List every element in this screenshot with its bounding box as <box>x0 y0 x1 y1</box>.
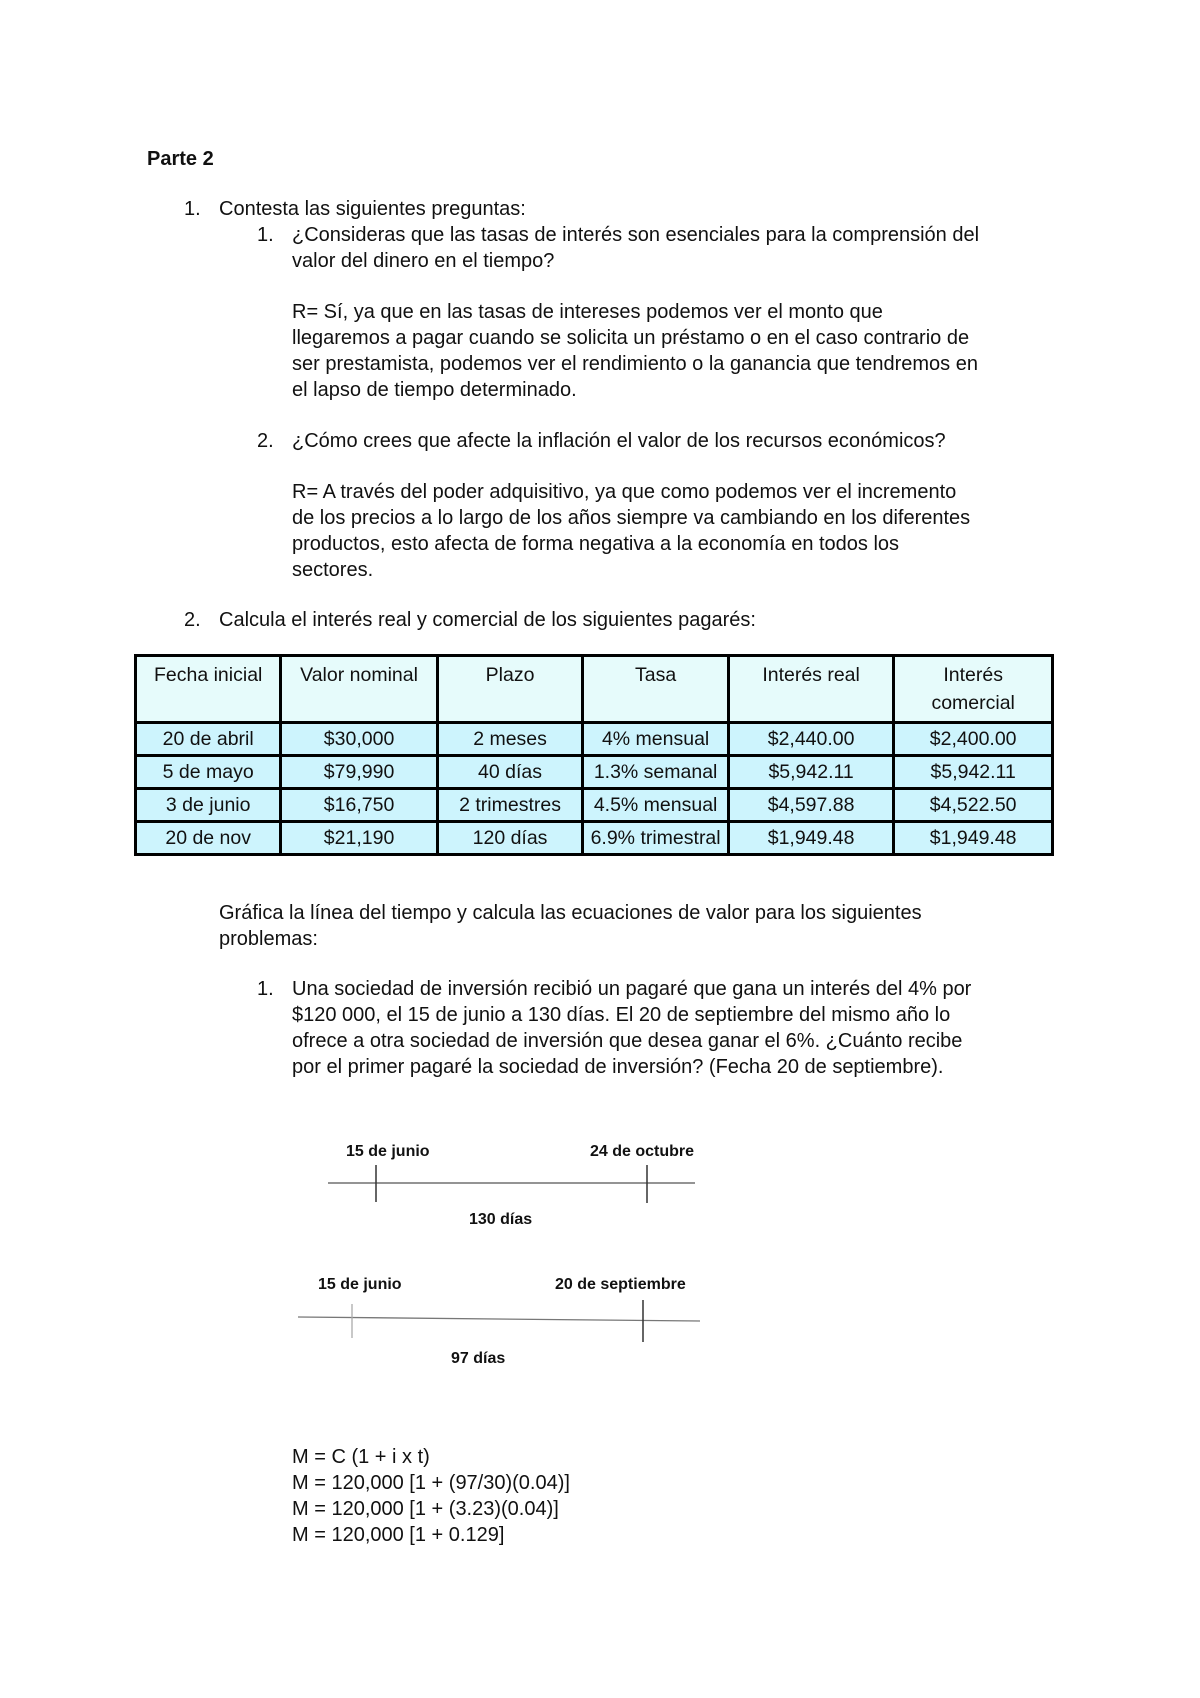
equation-line: M = C (1 + i x t) <box>292 1446 430 1468</box>
problem-line: por el primer pagaré la sociedad de inversión? (Fecha 20 de septiembre). <box>292 1056 944 1078</box>
table-cell: 120 días <box>437 822 583 855</box>
table-cell: 5 de mayo <box>136 756 281 789</box>
table-cell: 6.9% trimestral <box>583 822 729 855</box>
graph-intro-line: problemas: <box>219 928 318 950</box>
timeline-1-end-label: 24 de octubre <box>590 1143 695 1160</box>
table-cell: $5,942.11 <box>728 756 893 789</box>
answer-2-line: sectores. <box>292 559 374 581</box>
timeline-2-start-label: 15 de junio <box>318 1276 402 1293</box>
section2-title: Calcula el interés real y comercial de los siguientes pagarés: <box>219 609 756 631</box>
equation-line: M = 120,000 [1 + (3.23)(0.04)] <box>292 1498 559 1520</box>
table-cell: $2,440.00 <box>728 723 893 756</box>
table-cell: 20 de abril <box>136 723 281 756</box>
table-cell: $1,949.48 <box>728 822 893 855</box>
column-header: Tasa <box>583 656 729 723</box>
section1-title: Contesta las siguientes preguntas: <box>219 198 526 220</box>
column-header: Fecha inicial <box>136 656 281 723</box>
answer-1-line: ser prestamista, podemos ver el rendimiento o la ganancia que tendremos en <box>292 353 978 375</box>
graph-intro-line: Gráfica la línea del tiempo y calcula las ecuaciones de valor para los siguientes <box>219 902 922 924</box>
section-heading: Parte 2 <box>147 148 214 170</box>
timeline-1-start-label: 15 de junio <box>346 1143 430 1160</box>
problem-line: Una sociedad de inversión recibió un pagaré que gana un interés del 4% por <box>292 978 972 1000</box>
equation-line: M = 120,000 [1 + 0.129] <box>292 1524 505 1546</box>
table-cell: $4,522.50 <box>894 789 1053 822</box>
timeline-1-span-label: 130 días <box>469 1211 533 1228</box>
table-cell: $21,190 <box>281 822 437 855</box>
table-cell: 2 trimestres <box>437 789 583 822</box>
timeline-2-end-label: 20 de septiembre <box>555 1276 686 1293</box>
table-cell: 3 de junio <box>136 789 281 822</box>
column-header: Valor nominal <box>281 656 437 723</box>
table-cell: $5,942.11 <box>894 756 1053 789</box>
table-cell: 4% mensual <box>583 723 729 756</box>
list-number: 1. <box>257 978 274 1000</box>
table-cell: $4,597.88 <box>728 789 893 822</box>
table-cell: 2 meses <box>437 723 583 756</box>
timeline-2-axis <box>298 1317 700 1321</box>
answer-2-line: productos, esto afecta de forma negativa a la economía en todos los <box>292 533 900 555</box>
problem-line: $120 000, el 15 de junio a 130 días. El 20 de septiembre del mismo año lo <box>292 1004 951 1026</box>
answer-2-line: R= A través del poder adquisitivo, ya que como podemos ver el incremento <box>292 481 957 503</box>
list-number: 1. <box>184 198 201 220</box>
column-header: Interés comercial <box>894 656 1053 723</box>
answer-1-line: R= Sí, ya que en las tasas de intereses podemos ver el monto que <box>292 301 883 323</box>
timeline-2-span-label: 97 días <box>451 1350 506 1367</box>
table-cell: 4.5% mensual <box>583 789 729 822</box>
column-header: Interés real <box>728 656 893 723</box>
problem-line: ofrece a otra sociedad de inversión que desea ganar el 6%. ¿Cuánto recibe <box>292 1030 963 1052</box>
question-1-line: valor del dinero en el tiempo? <box>292 250 555 272</box>
table-cell: $2,400.00 <box>894 723 1053 756</box>
table-cell: $16,750 <box>281 789 437 822</box>
list-number: 2. <box>184 609 201 631</box>
list-number: 1. <box>257 224 274 246</box>
answer-1-line: el lapso de tiempo determinado. <box>292 379 577 401</box>
table-cell: 20 de nov <box>136 822 281 855</box>
table-cell: $1,949.48 <box>894 822 1053 855</box>
table-cell: $79,990 <box>281 756 437 789</box>
timeline-2 <box>298 1300 700 1342</box>
column-header: Plazo <box>437 656 583 723</box>
list-number: 2. <box>257 430 274 452</box>
table-cell: 40 días <box>437 756 583 789</box>
table-cell: 1.3% semanal <box>583 756 729 789</box>
question-2-text: ¿Cómo crees que afecte la inflación el valor de los recursos económicos? <box>292 430 946 452</box>
table-cell: $30,000 <box>281 723 437 756</box>
equation-line: M = 120,000 [1 + (97/30)(0.04)] <box>292 1472 570 1494</box>
answer-2-line: de los precios a lo largo de los años siempre va cambiando en los diferentes <box>292 507 971 529</box>
question-1-line: ¿Consideras que las tasas de interés son esenciales para la comprensión del <box>292 224 980 246</box>
answer-1-line: llegaremos a pagar cuando se solicita un préstamo o en el caso contrario de <box>292 327 970 349</box>
timeline-1 <box>328 1165 695 1203</box>
